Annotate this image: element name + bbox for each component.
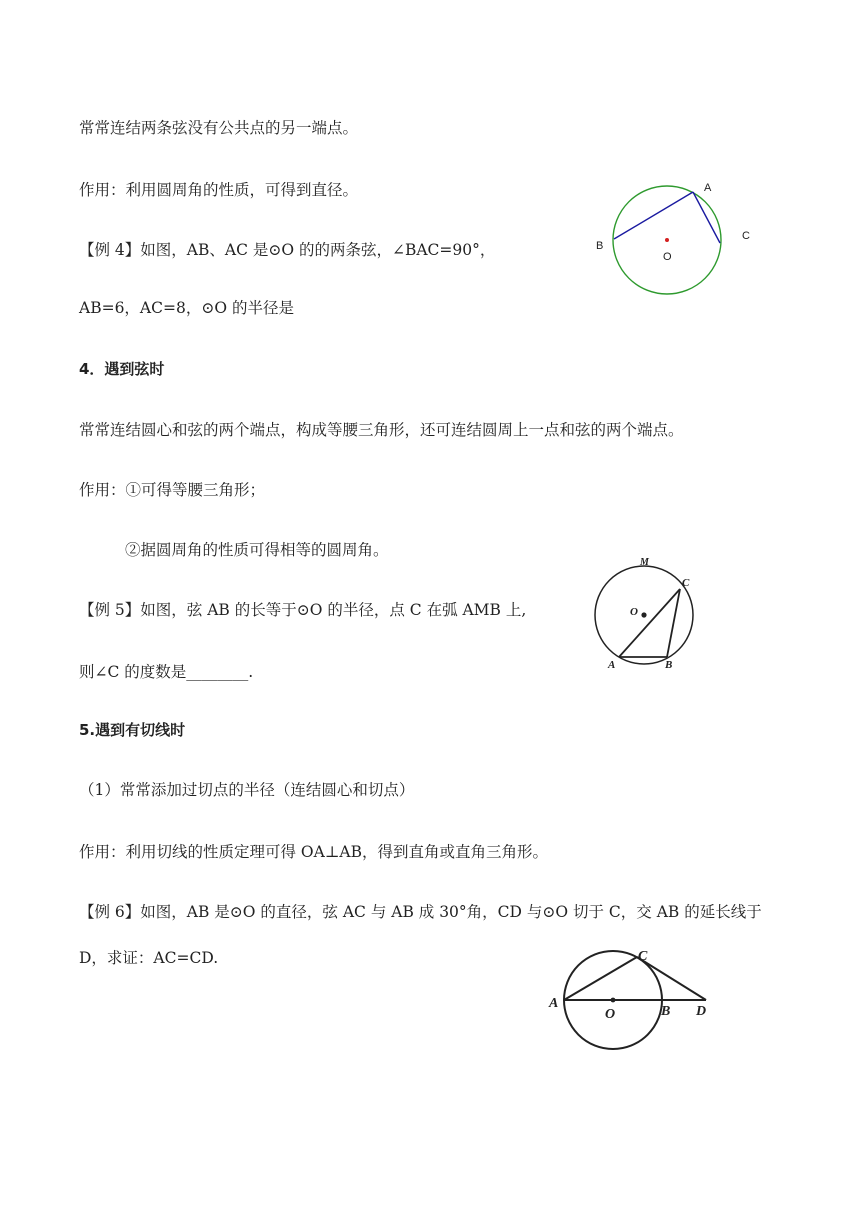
- label-c: C: [638, 949, 648, 964]
- chord-ac: [564, 957, 637, 1000]
- tangent-cd: [637, 957, 706, 1000]
- text-line: AB=6，AC=8，⊙O 的半径是: [79, 299, 294, 317]
- figure-example-4: [590, 175, 760, 305]
- section-heading-4: 4．遇到弦时: [79, 360, 165, 378]
- text-line: 则∠C 的度数是________.: [79, 663, 254, 681]
- chord-ac: [619, 589, 680, 657]
- text-line: 作用：①可得等腰三角形；: [79, 481, 266, 499]
- text-line: D，求证：AC=CD.: [79, 949, 219, 967]
- chord-bc: [667, 589, 680, 657]
- text-line: 常常连结圆心和弦的两个端点，构成等腰三角形，还可连结圆周上一点和弦的两个端点。: [79, 421, 684, 439]
- label-a: A: [549, 996, 559, 1011]
- center-point: [665, 238, 669, 242]
- example-6-line: 【例 6】如图，AB 是⊙O 的直径，弦 AC 与 AB 成 30°角，CD 与⊙O 切于 C，交 AB 的延长线于: [79, 903, 762, 921]
- chord-ab: [614, 192, 693, 239]
- text-line: ②据圆周角的性质可得相等的圆周角。: [125, 541, 389, 559]
- center-point: [611, 998, 616, 1003]
- section-heading-5: 5.遇到有切线时: [79, 721, 186, 739]
- text-line: 作用：利用圆周角的性质，可得到直径。: [79, 181, 359, 199]
- figure-example-5: [585, 555, 705, 673]
- label-c: C: [742, 230, 750, 242]
- label-a: A: [608, 659, 616, 671]
- label-b: B: [596, 240, 604, 252]
- center-point: [641, 612, 646, 617]
- label-a: A: [704, 182, 712, 194]
- label-b: B: [661, 1004, 671, 1019]
- label-b: B: [665, 659, 673, 671]
- label-o: O: [663, 251, 672, 263]
- text-line: 常常连结两条弦没有公共点的另一端点。: [79, 119, 359, 137]
- label-c: C: [682, 577, 690, 589]
- label-o: O: [605, 1007, 616, 1022]
- example-4-line: 【例 4】如图，AB、AC 是⊙O 的的两条弦，∠BAC=90°，: [79, 241, 496, 259]
- figure-example-6: [545, 945, 720, 1055]
- text-line: 作用：利用切线的性质定理可得 OA⊥AB，得到直角或直角三角形。: [79, 843, 548, 861]
- label-o: O: [630, 606, 638, 618]
- text-line: （1）常常添加过切点的半径（连结圆心和切点）: [79, 781, 415, 799]
- example-5-line: 【例 5】如图，弦 AB 的长等于⊙O 的半径，点 C 在弧 AMB 上,: [79, 601, 527, 619]
- label-m: M: [640, 557, 649, 568]
- label-d: D: [696, 1004, 707, 1019]
